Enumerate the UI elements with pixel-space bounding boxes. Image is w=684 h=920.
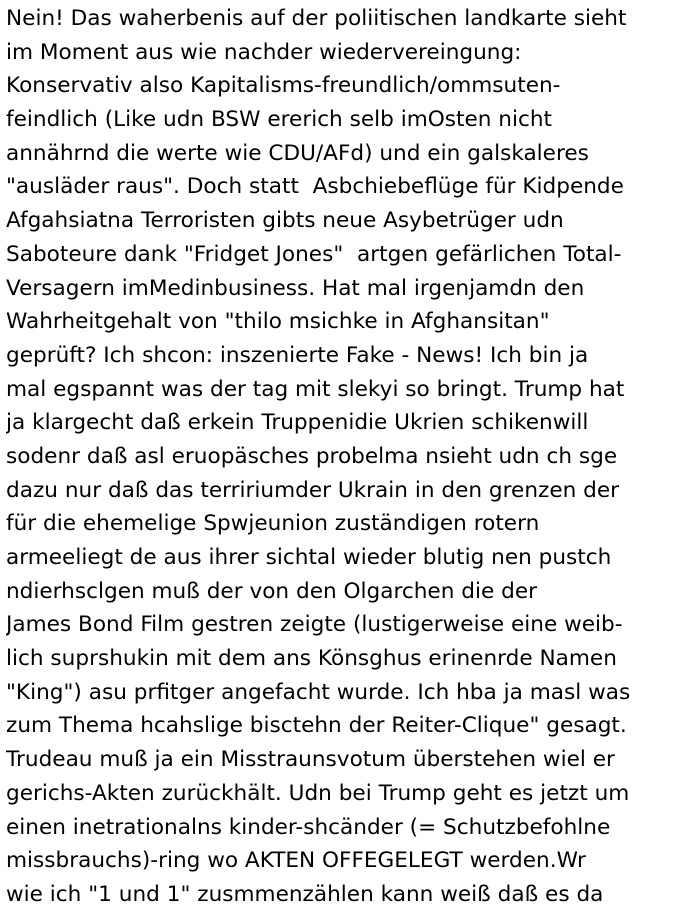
text-line: Versagern imMedinbusiness. Hat mal irgenjamdn den xyxy=(6,275,585,301)
text-line: "King") asu prfitger angefacht wurde. Ich hba ja masl was xyxy=(6,679,631,705)
text-line: im Moment aus wie nachder wiedervereingung: xyxy=(6,39,522,65)
text-line: Wahrheitgehalt von "thilo msichke in Afghansitan" xyxy=(6,309,550,335)
text-line: ja klargecht daß erkein Truppenidie Ukrien schikenwill xyxy=(6,410,589,436)
text-line: "ausläder raus". Doch statt Asbchiebeflüge für Kidpende xyxy=(6,174,624,200)
text-line: Afgahsiatna Terroristen gibts neue Asybetrüger udn xyxy=(6,208,564,234)
text-line: armeeliegt de aus ihrer sichtal wieder blutig nen pustch xyxy=(6,545,612,570)
text-line: dazu nur daß das terririumder Ukrain in den grenzen der xyxy=(6,477,620,503)
text-line: wie ich "1 und 1" zusmmenzählen kann weiß daß es da xyxy=(6,881,604,907)
text-line: missbrauchs)-ring wo AKTEN OFFEGELEGT werden.Wr xyxy=(6,848,586,874)
text-line: James Bond Film gestren zeigte (lustigerweise eine weib- xyxy=(6,612,623,638)
text-line: geprüft? Ich shcon: inszenierte Fake - News! Ich bin ja xyxy=(6,342,589,368)
text-line: Nein! Das waherbenis auf der poliitischen landkarte sieht xyxy=(6,6,627,31)
text-line: mal egspannt was der tag mit slekyi so bringt. Trump hat xyxy=(6,376,625,402)
text-line: zum Thema hcahslige bisctehn der Reiter-Clique" gesagt. xyxy=(6,713,627,739)
text-line: feindlich (Like udn BSW ererich selb imOsten nicht xyxy=(6,107,553,133)
text-line: ndierhsclgen muß der von den Olgarchen die der xyxy=(6,578,537,604)
text-line: für die ehemelige Spwjeunion zuständigen rotern xyxy=(6,511,540,537)
text-line: Saboteure dank "Fridget Jones" artgen gefärlichen Total- xyxy=(6,241,622,267)
text-line: Trudeau muß ja ein Misstraunsvotum überstehen wiel er xyxy=(6,747,615,773)
text-line: annährnd die werte wie CDU/AFd) und ein galskaleres xyxy=(6,140,589,166)
text-line: einen inetrationalns kinder-shcänder (= Schutzbefohlne xyxy=(6,814,611,840)
text-line: lich suprshukin mit dem ans Könsghus erinenrde Namen xyxy=(6,646,617,672)
text-line: Konservativ also Kapitalisms-freundlich/ommsuten- xyxy=(6,73,561,99)
text-line: gerichs-Akten zurückhält. Udn bei Trump geht es jetzt um xyxy=(6,780,630,806)
text-line: sodenr daß asl eruopäsches probelma nsieht udn ch sge xyxy=(6,443,618,469)
document-text xyxy=(6,2,684,912)
